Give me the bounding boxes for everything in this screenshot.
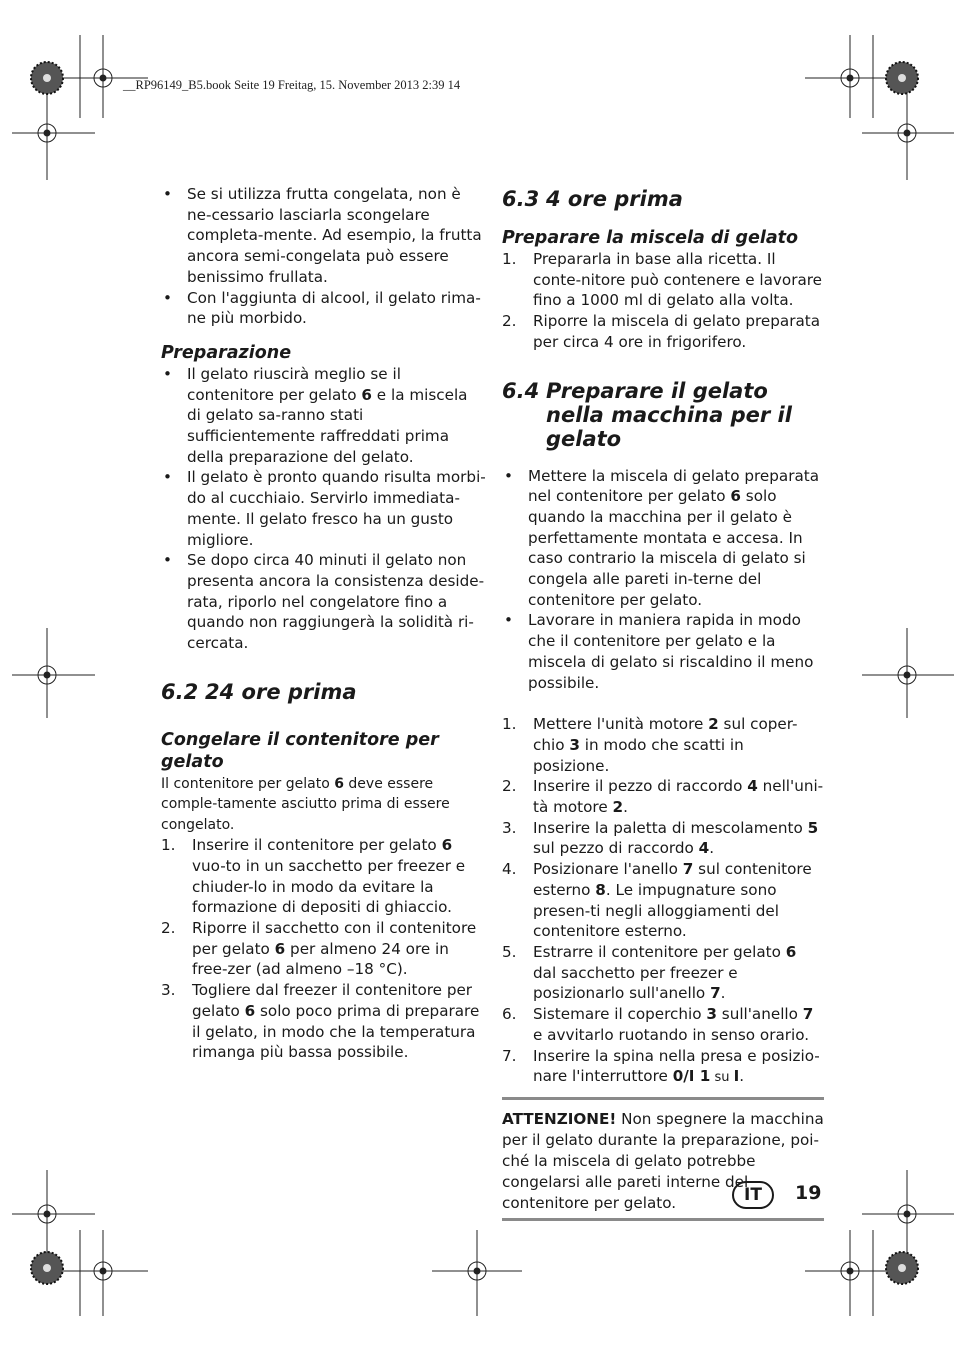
list-item: 5. Estrarre il contenitore per gelato 6 dal sacchetto per freezer e posizionarlo sull'anello 7. — [502, 942, 797, 1003]
assembly-steps — [502, 714, 824, 1089]
list-item: • Se dopo circa 40 minuti il gelato non presenta ancora la consistenza deside-rata, riporlo nel congelatore fino a quando non raggiungerà la solidità ri-cercata. — [161, 550, 486, 654]
print-header: __RP96149_B5.book Seite 19 Freitag, 15. November 2013 2:39 14 — [123, 78, 461, 92]
warning-text: Non spegnere la macchina per il gelato durante la preparazione, poi-ché la miscela di gelato potrebbe congelarsi alle pareti interne del contenitore per gelato. — [502, 1109, 824, 1212]
section-6-3-heading — [502, 187, 824, 211]
congelare-steps — [161, 835, 486, 1063]
list-item: 6. Sistemare il coperchio 3 sull'anello 7 e avvitarlo ruotando in senso orario. — [502, 1005, 814, 1044]
section-number: 6.3 — [502, 187, 540, 211]
list-item: • Lavorare in maniera rapida in modo che il contenitore per gelato e la miscela di gelato si riscaldino il meno possibile. — [502, 610, 824, 693]
list-item: 1. Inserire il contenitore per gelato 6 vuo-to in un sacchetto per freezer e chiuder-lo in modo da evitare la formazione di depositi di ghiaccio. — [161, 836, 466, 917]
language-badge: IT — [732, 1181, 774, 1209]
right-column — [502, 184, 824, 1221]
preparazione-heading: Preparazione — [161, 342, 292, 363]
miscela-heading: Preparare la miscela di gelato — [502, 228, 799, 248]
list-item: 3. Inserire la paletta di mescolamento 5 sul pezzo di raccordo 4. — [502, 818, 819, 858]
section-6-2-heading — [161, 680, 486, 704]
congelare-heading: Congelare il contenitore per gelato — [161, 729, 439, 772]
section-6-4-bullets — [502, 466, 824, 694]
congelare-paragraph: Il contenitore per gelato 6 deve essere comple-tamente asciutto prima di essere congelato. — [161, 775, 450, 833]
list-item: 2. Riporre la miscela di gelato preparata per circa 4 ore in frigorifero. — [502, 312, 821, 351]
list-item: 3. Togliere dal freezer il contenitore per gelato 6 solo poco prima di preparare il gelato, in modo che la temperatura rimanga più bassa possibile. — [161, 981, 480, 1062]
section-title: Preparare il gelato nella macchina per il gelato — [546, 378, 792, 451]
list-item: • Il gelato è pronto quando risulta morbi-do al cucchiaio. Servirlo immediata-mente. Il gelato fresco ha un gusto migliore. — [161, 467, 486, 550]
warning-box — [502, 1097, 824, 1222]
list-item: • Con l'aggiunta di alcool, il gelato rima-ne più morbido. — [161, 288, 486, 329]
list-item: 2. Inserire il pezzo di raccordo 4 nell'uni-tà motore 2. — [502, 777, 824, 817]
section-6-4-heading — [502, 379, 824, 451]
list-item: 1. Mettere l'unità motore 2 sul coper-chio 3 in modo che scatti in posizione. — [502, 715, 798, 775]
preparazione-bullet-list — [161, 364, 486, 654]
section-title: 24 ore prima — [205, 679, 357, 704]
list-item: • Se si utilizza frutta congelata, non è ne-cessario lasciarla scongelare completa-mente. Ad esempio, la frutta ancora semi-congelata può essere benissimo frullata. — [161, 184, 486, 288]
list-item: • Il gelato riuscirà meglio se il contenitore per gelato 6 e la miscela di gelato sa-ranno stati sufficientemente raffreddati prima della preparazione del gelato. — [161, 364, 486, 468]
list-item: 2. Riporre il sacchetto con il contenitore per gelato 6 per almeno 24 ore in free-zer (ad almeno –18 °C). — [161, 919, 477, 979]
section-number: 6.2 — [161, 679, 199, 704]
miscela-steps — [502, 249, 824, 353]
intro-bullet-list — [161, 184, 486, 329]
page-number: 19 — [795, 1182, 822, 1204]
list-item: 7. Inserire la spina nella presa e posizio-nare l'interruttore 0/I 1 su I. — [502, 1046, 820, 1086]
left-column — [161, 184, 486, 1063]
list-item: 4. Posizionare l'anello 7 sul contenitore esterno 8. Le impugnature sono presen-ti negli alloggiamenti del contenitore esterno. — [502, 860, 812, 941]
section-title: 4 ore prima — [546, 187, 683, 211]
section-number: 6.4 — [502, 378, 540, 403]
warning-label: ATTENZIONE! — [502, 1109, 617, 1128]
list-item: • Mettere la miscela di gelato preparata nel contenitore per gelato 6 solo quando la macchina per il gelato è perfettamente montata e accesa. In caso contrario la miscela di gelato si congela alle pareti in-terne del contenitore per gelato. — [502, 466, 824, 611]
list-item: 1. Prepararla in base alla ricetta. Il conte-nitore può contenere e lavorare fino a 1000 ml di gelato alla volta. — [502, 250, 823, 310]
